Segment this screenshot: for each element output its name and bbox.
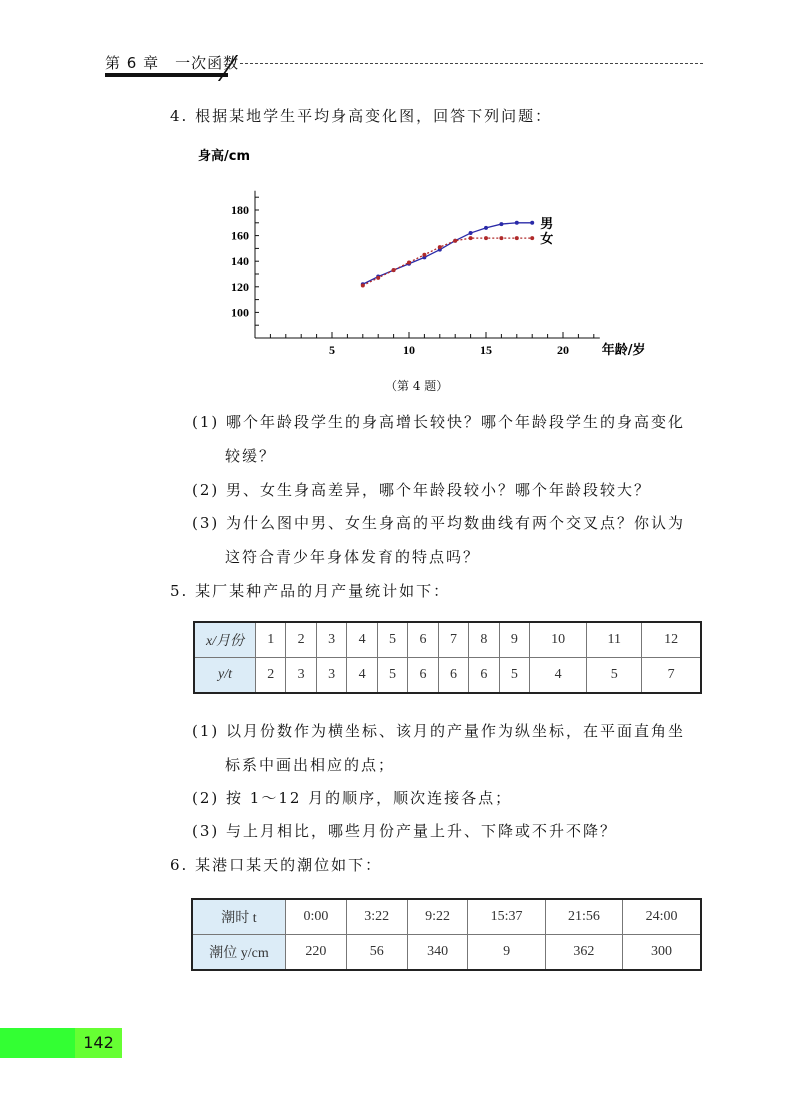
output-cell: 6: [438, 658, 468, 694]
series-label: 女: [540, 232, 554, 248]
output-cell: 5: [377, 658, 407, 694]
row-header-month: x/月份: [194, 622, 256, 658]
tide-level-cell: 340: [407, 935, 468, 971]
data-point: [361, 284, 365, 288]
data-point: [453, 239, 457, 243]
data-point: [484, 236, 488, 240]
data-point: [392, 268, 396, 272]
q5-sub2: (2) 按 1～12 月的顺序，顺次连接各点；: [192, 789, 513, 807]
tide-time-cell: 9:22: [407, 899, 468, 935]
x-tick-label: 20: [557, 343, 569, 357]
q5-sub1-line2: 标系中画出相应的点；: [225, 756, 396, 774]
month-cell: 10: [530, 622, 587, 658]
y-axis-label: 身高/cm: [198, 149, 251, 164]
month-cell: 9: [499, 622, 529, 658]
tide-time-cell: 15:37: [468, 899, 545, 935]
y-tick-label: 120: [231, 279, 249, 294]
question-4-title: 4. 根据某地学生平均身高变化图，回答下列问题：: [170, 107, 553, 125]
y-tick-label: 180: [231, 203, 249, 217]
data-point: [407, 260, 411, 264]
output-cell: 3: [316, 658, 346, 694]
question-6-title: 6. 某港口某天的潮位如下：: [170, 856, 383, 874]
output-cell: 7: [642, 658, 701, 694]
month-cell: 1: [256, 622, 286, 658]
q4-sub1-line2: 较缓？: [225, 447, 277, 465]
tide-level-cell: 220: [286, 935, 347, 971]
output-cell: 4: [347, 658, 377, 694]
row-header-output: y/t: [194, 658, 256, 694]
series-line-male: [363, 223, 532, 284]
tide-time-cell: 21:56: [545, 899, 622, 935]
tide-table: [191, 898, 702, 971]
tide-time-cell: 24:00: [623, 899, 701, 935]
q4-sub2: (2) 男、女生身高差异，哪个年龄段较小？哪个年龄段较大？: [192, 481, 652, 499]
question-5-title: 5. 某厂某种产品的月产量统计如下：: [170, 582, 451, 600]
page-number-band: [0, 1028, 75, 1058]
x-tick-label: 10: [403, 343, 415, 357]
page-number: 142: [75, 1028, 122, 1058]
output-cell: 5: [499, 658, 529, 694]
chapter-header: [105, 52, 705, 78]
q5-sub1-line1: (1) 以月份数作为横坐标、该月的产量作为纵坐标，在平面直角坐: [192, 722, 686, 740]
tide-level-cell: 9: [468, 935, 545, 971]
month-cell: 5: [377, 622, 407, 658]
data-point: [469, 231, 473, 235]
q4-sub1-line1: (1) 哪个年龄段学生的身高增长较快？哪个年龄段学生的身高变化: [192, 413, 686, 431]
table-row: [192, 935, 701, 971]
data-point: [530, 221, 534, 225]
month-cell: 8: [469, 622, 499, 658]
month-cell: 6: [408, 622, 438, 658]
tide-level-cell: 300: [623, 935, 701, 971]
series-label: 男: [540, 216, 554, 232]
figure-caption: （第 4 题）: [385, 379, 449, 393]
tide-time-cell: 0:00: [286, 899, 347, 935]
y-tick-label: 140: [231, 254, 249, 269]
x-tick-label: 15: [480, 343, 492, 357]
header-dashed-line: [240, 63, 703, 64]
tide-level-cell: 362: [545, 935, 622, 971]
month-cell: 7: [438, 622, 468, 658]
y-tick-label: 100: [231, 305, 249, 320]
month-cell: 2: [286, 622, 316, 658]
table-row: [194, 622, 701, 658]
month-cell: 3: [316, 622, 346, 658]
data-point: [499, 222, 503, 226]
data-point: [469, 236, 473, 240]
data-point: [484, 226, 488, 230]
data-point: [376, 276, 380, 280]
x-tick-label: 5: [329, 343, 335, 357]
data-point: [499, 236, 503, 240]
month-cell: 12: [642, 622, 701, 658]
y-tick-label: 160: [231, 228, 249, 243]
data-point: [530, 236, 534, 240]
output-cell: 6: [408, 658, 438, 694]
table-row: [194, 658, 701, 694]
row-header-tide-time: 潮时 t: [192, 899, 286, 935]
output-cell: 3: [286, 658, 316, 694]
q5-sub3: (3) 与上月相比，哪些月份产量上升、下降或不升不降？: [192, 822, 618, 840]
data-point: [438, 245, 442, 249]
tide-time-cell: 3:22: [346, 899, 407, 935]
q4-sub3-line1: (3) 为什么图中男、女生身高的平均数曲线有两个交叉点？你认为: [192, 514, 686, 532]
output-cell: 2: [256, 658, 286, 694]
monthly-output-table: [193, 621, 702, 694]
output-cell: 6: [469, 658, 499, 694]
q4-sub3-line2: 这符合青少年身体发育的特点吗？: [225, 548, 481, 566]
output-cell: 5: [587, 658, 642, 694]
data-point: [422, 253, 426, 257]
chapter-title: 第 6 章 一次函数: [105, 54, 240, 72]
row-header-tide-level: 潮位 y/cm: [192, 935, 286, 971]
month-cell: 11: [587, 622, 642, 658]
output-cell: 4: [530, 658, 587, 694]
data-point: [515, 221, 519, 225]
x-axis-label: 年龄/岁: [601, 343, 646, 358]
data-point: [515, 236, 519, 240]
month-cell: 4: [347, 622, 377, 658]
height-chart: [190, 140, 646, 370]
tide-level-cell: 56: [346, 935, 407, 971]
header-rule: [105, 73, 228, 77]
table-row: [192, 899, 701, 935]
